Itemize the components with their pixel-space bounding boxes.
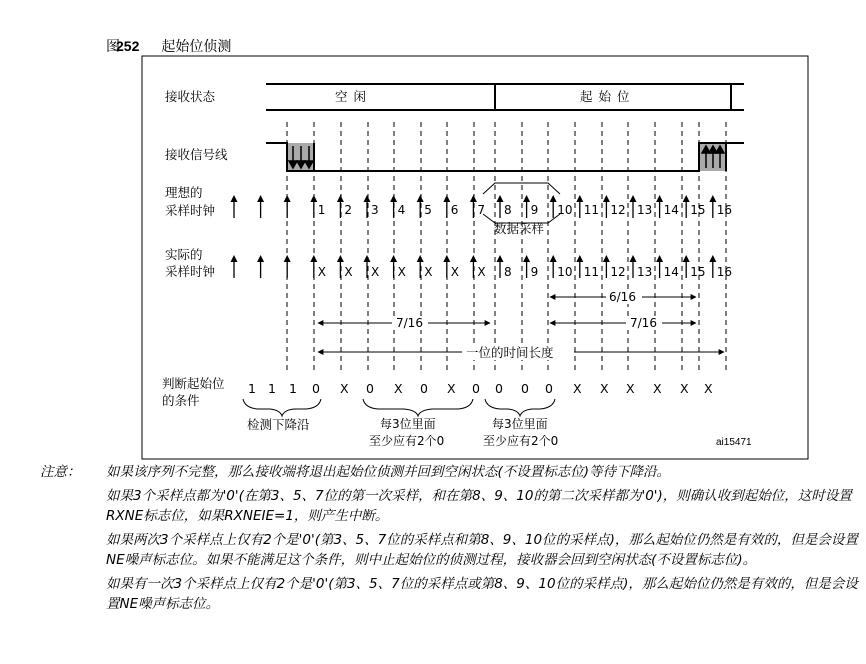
clock-number: 3: [371, 203, 379, 217]
clock-arrow: [523, 195, 530, 218]
clock-arrow: [576, 255, 583, 278]
clock-number: X: [477, 265, 486, 279]
clock-arrow: [497, 255, 504, 278]
figure-frame: [142, 56, 808, 459]
clock-arrow: [231, 255, 238, 278]
condition-value: X: [447, 381, 456, 396]
clock-number: 2: [344, 203, 353, 217]
clock-arrow: [550, 255, 557, 278]
clock-arrow: [603, 195, 610, 218]
clock-arrow: [523, 255, 530, 278]
clock-number: X: [424, 265, 433, 279]
notes-section: [40, 462, 860, 618]
clock-number: 15: [690, 265, 706, 279]
clock-arrow: [443, 255, 450, 278]
condition-value: X: [600, 381, 609, 396]
condition-value: 1: [289, 381, 297, 396]
note-item: [40, 574, 860, 614]
label-rx-state: 接收状态: [165, 89, 216, 104]
clock-arrow: [576, 195, 583, 218]
dimension-lines: [318, 297, 724, 352]
clock-number: 11: [583, 203, 600, 217]
clock-number: 13: [637, 203, 653, 217]
note-item: [40, 462, 860, 482]
clock-arrow: [284, 255, 291, 278]
clock-arrow: [630, 195, 637, 218]
clock-number: 1: [317, 203, 326, 217]
notes-label: 注意：: [40, 464, 81, 480]
clock-arrow: [470, 255, 477, 278]
condition-values: [248, 381, 713, 396]
clock-arrow: [497, 195, 504, 218]
three-samples-1a: 每3位里面: [380, 417, 436, 431]
clock-arrow: [630, 255, 637, 278]
clock-arrow: [683, 255, 690, 278]
clock-number: 9: [530, 203, 539, 217]
actual-clock-numbers: [318, 265, 732, 279]
condition-value: X: [680, 381, 689, 396]
clock-number: 6: [450, 203, 459, 217]
clock-number: X: [317, 265, 327, 279]
label-condition-2: 的条件: [162, 393, 200, 408]
clock-arrow: [683, 195, 690, 218]
clock-arrow: [337, 195, 344, 218]
clock-number: 15: [690, 203, 706, 217]
clock-arrow: [709, 255, 716, 278]
dim-7-16-left: 7/16: [396, 316, 423, 330]
state-start: 起始位: [580, 89, 636, 104]
note-item: [40, 530, 860, 570]
clock-arrow: [257, 195, 264, 218]
condition-value: X: [626, 381, 635, 396]
condition-value: 0: [366, 381, 374, 396]
condition-value: 0: [420, 381, 428, 396]
clock-number: X: [397, 265, 406, 279]
label-actual-clock-2: 采样时钟: [165, 264, 216, 279]
condition-value: X: [704, 381, 713, 396]
clock-arrow: [417, 255, 424, 278]
clock-number: 9: [530, 265, 539, 279]
clock-number: 8: [504, 203, 512, 217]
figure-label: 图: [106, 39, 120, 55]
clock-number: 8: [504, 265, 512, 279]
clock-number: 16: [716, 265, 733, 279]
three-samples-1b: 至少应有2个0: [369, 434, 445, 448]
clock-number: 16: [716, 203, 733, 217]
clock-number: 11: [583, 265, 600, 279]
clock-number: X: [450, 265, 460, 279]
clock-arrow: [417, 195, 424, 218]
clock-arrow: [709, 195, 716, 218]
note-text-2: 如果3个采样点都为'0'(在第3、5、7位的第一次采样，和在第8、9、10的第二次采样都为'0')，则确认收到起始位，这时设置RXNE标志位，如果RXNEIE=1，则产生中断。: [106, 488, 852, 524]
bit-time-label: 一位的时间长度: [466, 345, 554, 360]
clock-number: 12: [610, 265, 626, 279]
condition-value: 0: [521, 381, 529, 396]
clock-arrow: [257, 255, 264, 278]
condition-value: 1: [268, 381, 276, 396]
label-actual-clock-1: 实际的: [165, 247, 203, 262]
clock-arrow: [310, 195, 317, 218]
condition-value: X: [340, 381, 349, 396]
sample-dashed-lines: [287, 122, 726, 372]
note-item: [40, 486, 860, 526]
clock-arrow: [231, 195, 238, 218]
clock-arrow: [337, 255, 344, 278]
clock-arrow: [390, 255, 397, 278]
condition-value: 1: [248, 381, 256, 396]
clock-number: X: [344, 265, 353, 279]
condition-value: X: [394, 381, 403, 396]
clock-arrow: [284, 195, 291, 218]
label-ideal-clock-1: 理想的: [165, 185, 203, 200]
clock-number: 10: [557, 265, 573, 279]
dim-7-16-right: 7/16: [630, 316, 657, 330]
condition-value: 0: [472, 381, 480, 396]
clock-number: 10: [557, 203, 573, 217]
state-idle: 空闲: [335, 89, 373, 104]
condition-value: X: [573, 381, 582, 396]
clock-arrow: [443, 195, 450, 218]
clock-number: X: [371, 265, 380, 279]
ideal-clock-numbers: [318, 203, 732, 217]
clock-number: 5: [424, 203, 432, 217]
note-text-4: 如果有一次3个采样点上仅有2个是'0'(第3、5、7位的采样点或第8、9、10位的采样点)，那么起始位仍然是有效的，但是会设置NE噪声标志位。: [106, 576, 858, 612]
note-text-3: 如果两次3个采样点上仅有2个是'0'(第3、5、7位的采样点和第8、9、10位的采样点)，那么起始位仍然是有效的，但是会设置NE噪声标志位。如果不能满足这个条件，则中止起始位的侦测过程，接收器会回到空闲状态(不设置标志位)。: [106, 532, 858, 568]
label-rx-line: 接收信号线: [165, 147, 228, 162]
clock-number: 14: [663, 265, 679, 279]
rx-signal-line: [266, 143, 744, 171]
clock-number: 14: [663, 203, 679, 217]
condition-value: X: [653, 381, 662, 396]
label-ideal-clock-2: 采样时钟: [165, 203, 216, 218]
clock-arrow: [550, 195, 557, 218]
clock-arrow: [364, 255, 371, 278]
clock-arrow: [364, 195, 371, 218]
condition-value: 0: [545, 381, 553, 396]
figure-title-text: 起始位侦测: [161, 39, 232, 55]
figure-number: 252: [116, 38, 140, 54]
clock-arrow: [656, 195, 663, 218]
three-samples-2a: 每3位里面: [492, 417, 548, 431]
clock-number: 7: [477, 203, 486, 217]
falling-edge-label: 检测下降沿: [247, 417, 310, 432]
condition-value: 0: [495, 381, 503, 396]
clock-arrow: [390, 195, 397, 218]
clock-arrow: [656, 255, 663, 278]
row-labels: [162, 89, 228, 408]
three-samples-2b: 至少应有2个0: [483, 434, 559, 448]
note-text-1: 如果该序列不完整，那么接收端将退出起始位侦测并回到空闲状态(不设置标志位)等待下降沿。: [106, 464, 671, 480]
label-condition-1: 判断起始位: [162, 376, 225, 391]
clock-number: 4: [397, 203, 406, 217]
data-sampling-label: 数据采样: [494, 221, 545, 236]
figure-id: ai15471: [716, 437, 752, 448]
condition-value: 0: [312, 381, 320, 396]
dim-6-16: 6/16: [609, 290, 636, 304]
clock-arrow: [310, 255, 317, 278]
clock-arrow: [603, 255, 610, 278]
clock-number: 13: [637, 265, 653, 279]
clock-number: 12: [610, 203, 626, 217]
condition-braces: [243, 399, 555, 416]
clock-arrow: [470, 195, 477, 218]
